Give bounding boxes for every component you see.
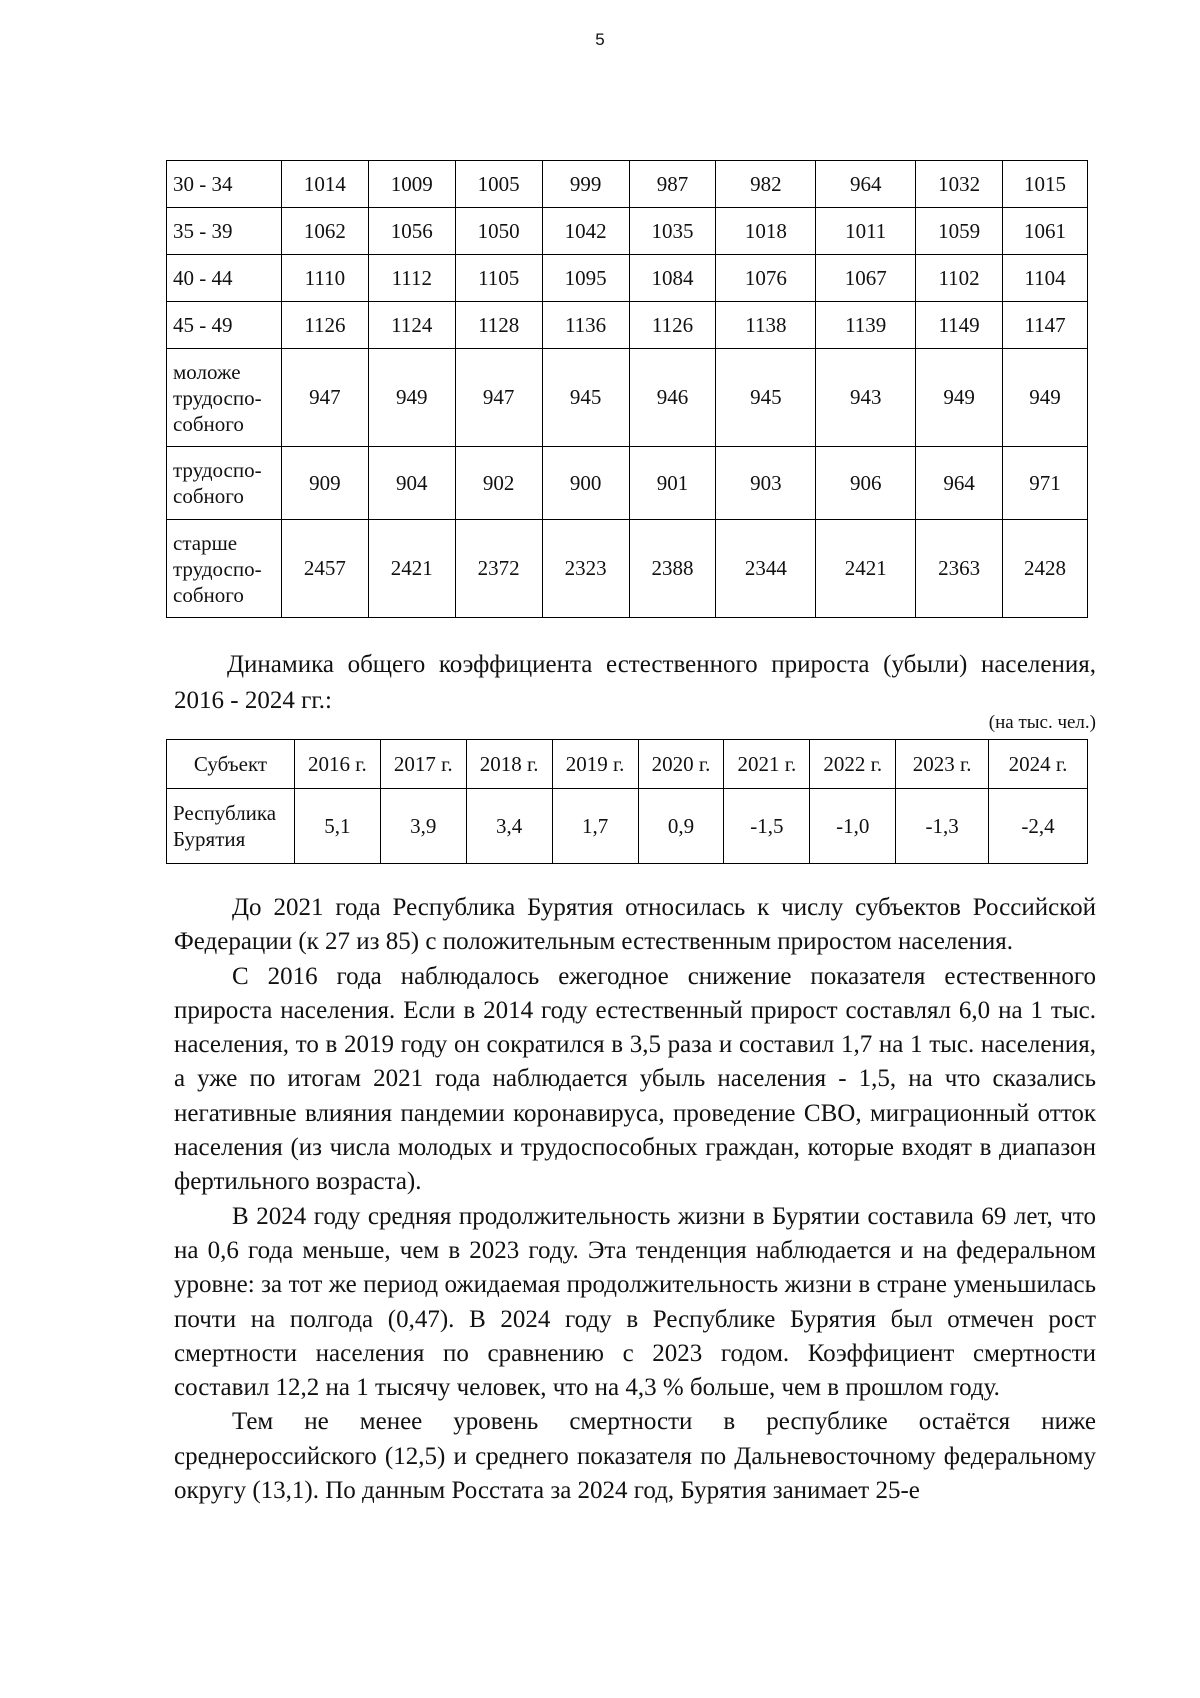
table-cell: 971 bbox=[1003, 447, 1088, 520]
table-cell: 901 bbox=[629, 447, 716, 520]
table-cell: 1112 bbox=[368, 255, 455, 302]
table-row bbox=[167, 349, 1088, 447]
paragraph: До 2021 года Республика Бурятия относилась к числу субъектов Российской Федерации (к 27 из 85) с положительным естественным приростом населения. bbox=[174, 894, 1096, 956]
table-cell: 1005 bbox=[455, 161, 542, 208]
table-cell: 1110 bbox=[281, 255, 368, 302]
column-header: 2023 г. bbox=[896, 740, 989, 789]
natural-growth-table bbox=[166, 739, 1088, 864]
unit-note: (на тыс. чел.) bbox=[988, 712, 1096, 733]
column-header: 2022 г. bbox=[810, 740, 896, 789]
table-row bbox=[167, 520, 1088, 618]
column-header: 2019 г. bbox=[552, 740, 638, 789]
table-cell: 1147 bbox=[1003, 302, 1088, 349]
table-cell: 1136 bbox=[542, 302, 629, 349]
table-cell: 909 bbox=[281, 447, 368, 520]
table-cell: 1015 bbox=[1003, 161, 1088, 208]
table-cell: 999 bbox=[542, 161, 629, 208]
column-header: 2018 г. bbox=[466, 740, 552, 789]
table-cell: 1076 bbox=[716, 255, 816, 302]
table-cell: 2323 bbox=[542, 520, 629, 618]
table-cell: 982 bbox=[716, 161, 816, 208]
table-cell: 2428 bbox=[1003, 520, 1088, 618]
table-cell: 1062 bbox=[281, 208, 368, 255]
table-cell: 987 bbox=[629, 161, 716, 208]
table-cell: 946 bbox=[629, 349, 716, 447]
table-cell: 0,9 bbox=[638, 789, 724, 864]
table-cell: 1124 bbox=[368, 302, 455, 349]
table-cell: 1067 bbox=[816, 255, 916, 302]
table-cell: 2457 bbox=[281, 520, 368, 618]
table-cell: 1102 bbox=[916, 255, 1003, 302]
table-cell: 900 bbox=[542, 447, 629, 520]
table-cell: 1128 bbox=[455, 302, 542, 349]
table-cell: 943 bbox=[816, 349, 916, 447]
table-cell: 949 bbox=[1003, 349, 1088, 447]
table-cell: 1126 bbox=[281, 302, 368, 349]
row-label: старше трудоспо- собного bbox=[167, 520, 282, 618]
row-label: Республика Бурятия bbox=[167, 789, 295, 864]
table-cell: 949 bbox=[916, 349, 1003, 447]
table-cell: 2421 bbox=[368, 520, 455, 618]
table-cell: -1,3 bbox=[896, 789, 989, 864]
column-header: Субъект bbox=[167, 740, 295, 789]
table-cell: 1009 bbox=[368, 161, 455, 208]
table-cell: 1050 bbox=[455, 208, 542, 255]
table-cell: 1042 bbox=[542, 208, 629, 255]
table-cell: 3,4 bbox=[466, 789, 552, 864]
table-cell: 1014 bbox=[281, 161, 368, 208]
table-cell: 1018 bbox=[716, 208, 816, 255]
table-cell: 2372 bbox=[455, 520, 542, 618]
table-cell: 949 bbox=[368, 349, 455, 447]
table-cell: 1,7 bbox=[552, 789, 638, 864]
table-row bbox=[167, 208, 1088, 255]
table-cell: 945 bbox=[542, 349, 629, 447]
age-group-table bbox=[166, 160, 1088, 618]
table-cell: 947 bbox=[281, 349, 368, 447]
table-cell: 1035 bbox=[629, 208, 716, 255]
table-cell: 902 bbox=[455, 447, 542, 520]
column-header: 2016 г. bbox=[294, 740, 380, 789]
column-header: 2020 г. bbox=[638, 740, 724, 789]
table-cell: -2,4 bbox=[989, 789, 1088, 864]
paragraph: В 2024 году средняя продолжительность жизни в Бурятии составила 69 лет, что на 0,6 года меньше, чем в 2023 году. Эта тенденция наблюдается и на федеральном уровне: за тот же период ожидаемая продолжительность жизни в стране уменьшилась почти на полгода (0,47). В 2024 году в Республике Бурятия был отмечен рост смертности населения по сравнению с 2023 годом. Коэффициент смертности составил 12,2 на 1 тысячу человек, что на 4,3 % больше, чем в прошлом году. bbox=[174, 1202, 1096, 1402]
row-label: моложе трудоспо- собного bbox=[167, 349, 282, 447]
table-cell: 1059 bbox=[916, 208, 1003, 255]
table-cell: 945 bbox=[716, 349, 816, 447]
table-cell: 1032 bbox=[916, 161, 1003, 208]
table-cell: 1011 bbox=[816, 208, 916, 255]
table-row bbox=[167, 447, 1088, 520]
row-label: 30 - 34 bbox=[167, 161, 282, 208]
table-cell: 947 bbox=[455, 349, 542, 447]
table-cell: 903 bbox=[716, 447, 816, 520]
table-cell: 3,9 bbox=[380, 789, 466, 864]
table-cell: -1,0 bbox=[810, 789, 896, 864]
table-row bbox=[167, 789, 1088, 864]
page-number: 5 bbox=[595, 30, 605, 49]
body-text bbox=[174, 891, 1096, 1508]
table-cell: 1105 bbox=[455, 255, 542, 302]
row-label: 40 - 44 bbox=[167, 255, 282, 302]
section-heading: Динамика общего коэффициента естественного прироста (убыли) населения, 2016 - 2024 гг.: bbox=[174, 651, 1096, 714]
table-cell: 964 bbox=[916, 447, 1003, 520]
table-cell: 2363 bbox=[916, 520, 1003, 618]
paragraph: С 2016 года наблюдалось ежегодное снижение показателя естественного прироста населения. Если в 2014 году естественный прирост составлял 6,0 на 1 тыс. населения, то в 2019 году он сократился в 3,5 раза и составил 1,7 на 1 тыс. населения, а уже по итогам 2021 года наблюдается убыль населения - 1,5, на что сказались негативные влияния пандемии коронавируса, проведение СВО, миграционный отток населения (из числа молодых и трудоспособных граждан, которые входят в диапазон фертильного возраста). bbox=[174, 962, 1096, 1196]
table-cell: 2344 bbox=[716, 520, 816, 618]
column-header: 2021 г. bbox=[724, 740, 810, 789]
table-cell: 1139 bbox=[816, 302, 916, 349]
table-header-row bbox=[167, 740, 1088, 789]
paragraph: Тем не менее уровень смертности в республике остаётся ниже среднероссийского (12,5) и среднего показателя по Дальневосточному федеральному округу (13,1). По данным Росстата за 2024 год, Бурятия занимает 25-е bbox=[174, 1408, 1096, 1505]
table-cell: 1056 bbox=[368, 208, 455, 255]
row-label: 35 - 39 bbox=[167, 208, 282, 255]
table-cell: 904 bbox=[368, 447, 455, 520]
table-row bbox=[167, 161, 1088, 208]
table-row bbox=[167, 302, 1088, 349]
table-cell: 906 bbox=[816, 447, 916, 520]
table-cell: 1095 bbox=[542, 255, 629, 302]
row-label: 45 - 49 bbox=[167, 302, 282, 349]
table-cell: 2388 bbox=[629, 520, 716, 618]
table-cell: 1149 bbox=[916, 302, 1003, 349]
table-cell: 1104 bbox=[1003, 255, 1088, 302]
table-cell: 2421 bbox=[816, 520, 916, 618]
table-cell: 1138 bbox=[716, 302, 816, 349]
table-cell: 5,1 bbox=[294, 789, 380, 864]
table-cell: 1126 bbox=[629, 302, 716, 349]
table-cell: 1061 bbox=[1003, 208, 1088, 255]
table-row bbox=[167, 255, 1088, 302]
row-label: трудоспо- собного bbox=[167, 447, 282, 520]
column-header: 2017 г. bbox=[380, 740, 466, 789]
table-cell: 1084 bbox=[629, 255, 716, 302]
table-cell: -1,5 bbox=[724, 789, 810, 864]
column-header: 2024 г. bbox=[989, 740, 1088, 789]
table-cell: 964 bbox=[816, 161, 916, 208]
